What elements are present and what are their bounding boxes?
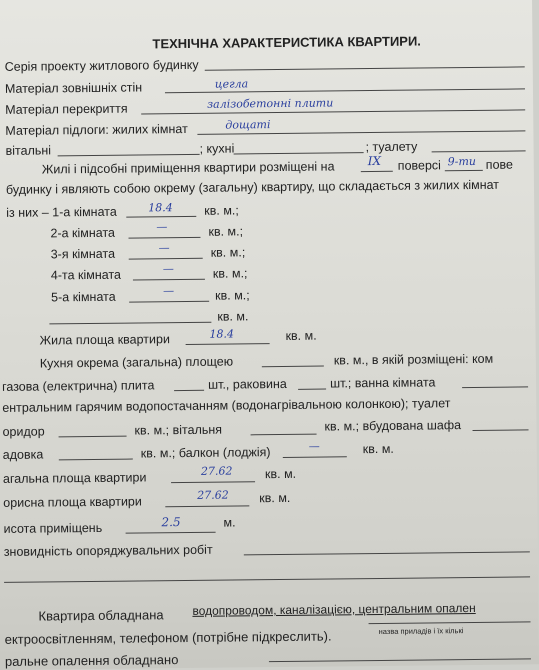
label-floor: Матеріал підлоги: жилих кімнат <box>5 121 188 138</box>
field-height <box>126 532 216 534</box>
label-toilet: ; туалету <box>365 139 418 155</box>
label-balcony: кв. м.; балкон (лоджія) <box>140 445 271 461</box>
field-sink <box>298 389 326 390</box>
value-room-3: — <box>158 241 170 255</box>
label-outer-wall: Матеріал зовнішніх стін <box>4 80 143 96</box>
label-height: исота приміщень <box>3 520 103 536</box>
unit-room-2: кв. м.; <box>208 224 244 239</box>
label-usable-area: орисна площа квартири <box>3 494 142 510</box>
label-heating: ральне опалення обладнано <box>4 652 179 669</box>
located-text-1b: поверсі <box>397 158 441 173</box>
label-vestibule: вітальні <box>5 143 52 158</box>
field-vestibule-area <box>251 434 317 436</box>
value-height: 2.5 <box>161 515 181 530</box>
value-outer-wall: цегла <box>214 77 249 91</box>
label-room-5: 5-а кімната <box>51 289 116 305</box>
label-floor-slab: Матеріал перекриття <box>5 101 128 117</box>
label-storage: адовка <box>2 447 44 462</box>
label-room-3: 3-я кімната <box>50 246 116 262</box>
value-room-5: — <box>162 284 175 298</box>
unit-height: м. <box>223 515 236 530</box>
unit-room-3: кв. м.; <box>210 245 246 260</box>
field-room-extra <box>49 322 211 325</box>
field-room-3 <box>129 258 203 260</box>
unit-total-area: кв. м. <box>264 466 297 482</box>
unit-room-1: кв. м.; <box>204 203 239 218</box>
value-usable-area: 27.62 <box>197 488 229 502</box>
form-title: ТЕХНІЧНА ХАРАКТЕРИСТИКА КВАРТИРИ. <box>152 33 421 52</box>
field-heating <box>269 658 531 662</box>
label-total-area: агальна площа квартири <box>2 470 147 486</box>
equipped-text-2: ектроосвітленням, телефоном (потрібне підкреслить). <box>4 628 332 647</box>
label-room-2: 2-а кімната <box>50 225 116 241</box>
field-balcony <box>283 456 347 458</box>
field-total-floors <box>445 170 483 171</box>
label-hot-water: ентральним гарячим водопостачанням (водонагрівальною колонкою); туалет <box>2 396 451 415</box>
value-total-area: 27.62 <box>200 464 233 478</box>
field-floor-num <box>361 171 393 172</box>
located-text-1a: Жилі і підсобні приміщення квартири розміщені на <box>41 159 335 177</box>
field-corridor <box>59 436 127 438</box>
field-kitchen-area <box>262 366 324 368</box>
field-room-1 <box>126 216 196 218</box>
label-living-area: Жила площа квартири <box>39 332 170 348</box>
value-room-2: — <box>156 220 168 234</box>
field-total-area <box>171 481 255 483</box>
located-text-1c: пове <box>485 157 514 172</box>
unit-room-extra: кв. м. <box>217 309 249 324</box>
value-total-floors: 9-ти <box>447 154 477 169</box>
field-finishing <box>244 551 530 555</box>
field-toilet <box>432 150 526 152</box>
note-devices: назва приладів і їх кількі <box>378 626 464 636</box>
field-bathroom <box>462 386 528 388</box>
field-room-4 <box>133 279 205 281</box>
value-floor-num: IX <box>367 153 382 169</box>
label-corridor: оридор <box>2 424 45 439</box>
value-living-area: 18.4 <box>209 327 235 341</box>
label-kitchen-contents: кв. м., в якій розміщені: ком <box>333 351 494 368</box>
label-kitchen-area: Кухня окрема (загальна) площею <box>39 354 234 371</box>
field-finishing-2 <box>4 576 530 583</box>
label-project-series: Серія проекту житлового будинку <box>4 57 199 74</box>
field-stove <box>174 390 204 391</box>
field-room-5 <box>129 301 209 303</box>
label-sink: шт., раковина <box>207 376 287 392</box>
field-project-series <box>205 66 525 70</box>
label-bathroom: шт.; ванна кімната <box>329 375 436 391</box>
located-text-2: будинку і являють собою окрему (загальну) квартиру, що складається з жилих кімнат <box>5 177 500 197</box>
field-living-area <box>186 343 270 345</box>
equipped-utilities: водопроводом, каналізацією, центральним опален <box>192 600 476 618</box>
field-devices <box>369 621 531 624</box>
field-kitchen <box>234 152 364 154</box>
label-vestibule-area: кв. м.; вітальня <box>134 422 223 438</box>
label-equipped: Квартира обладнана <box>38 607 164 624</box>
field-floor-slab <box>141 109 525 114</box>
field-usable-area <box>165 505 249 507</box>
value-floor-slab: залізобетонні плити <box>207 96 334 111</box>
label-builtin-closet: кв. м.; вбудована шафа <box>324 418 462 434</box>
field-builtin-closet <box>473 429 529 431</box>
unit-balcony: кв. м. <box>362 441 394 457</box>
label-room-1: із них – 1-а кімната <box>6 204 117 220</box>
label-finishing: зновидність опоряджувальних робіт <box>3 542 213 559</box>
value-room-1: 18.4 <box>148 201 173 215</box>
field-room-2 <box>128 237 200 239</box>
value-room-4: — <box>162 262 174 276</box>
unit-room-5: кв. м.; <box>215 288 250 303</box>
unit-room-4: кв. м.; <box>212 266 248 281</box>
label-kitchen: ; кухні <box>199 141 235 156</box>
unit-usable-area: кв. м. <box>259 490 291 506</box>
label-room-4: 4-та кімната <box>50 267 122 283</box>
unit-living-area: кв. м. <box>285 328 317 343</box>
field-storage <box>59 459 133 461</box>
label-stove: газова (електрична) плита <box>1 378 155 394</box>
value-balcony: — <box>308 439 320 453</box>
value-floor: дощаті <box>225 118 271 132</box>
field-vestibule <box>58 154 200 156</box>
